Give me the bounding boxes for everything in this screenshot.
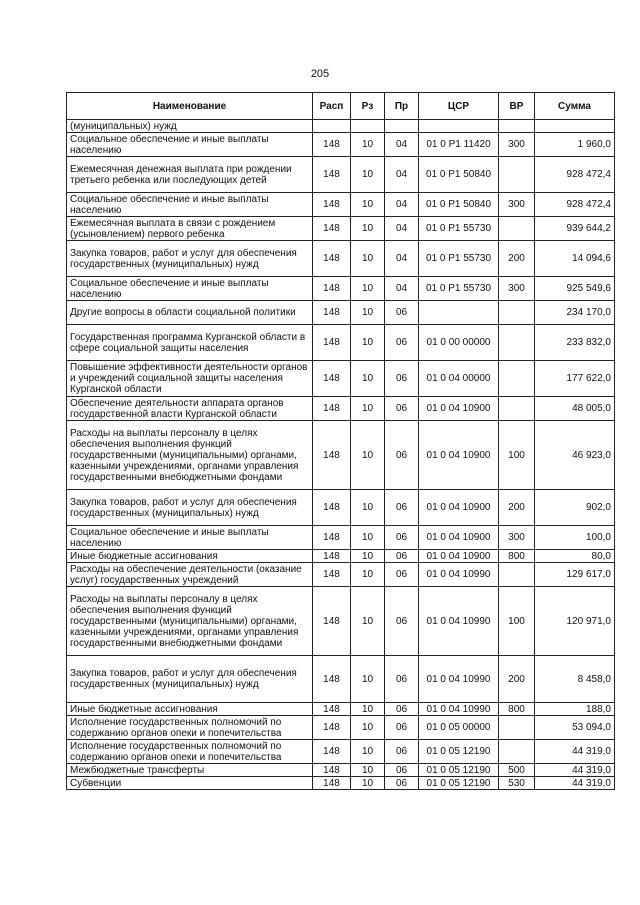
row-rasp: 148: [313, 703, 351, 716]
row-name: Субвенции: [67, 777, 313, 790]
row-vr: 800: [499, 703, 535, 716]
row-csr: [419, 301, 499, 325]
row-vr: [499, 716, 535, 740]
row-name: Иные бюджетные ассигнования: [67, 550, 313, 563]
row-name: Государственная программа Курганской области в сфере социальной защиты населения: [67, 325, 313, 361]
row-pr: 06: [385, 740, 419, 764]
row-pr: 04: [385, 277, 419, 301]
header-row: [67, 93, 615, 120]
row-csr: 01 0 05 12190: [419, 740, 499, 764]
row-pr: 06: [385, 397, 419, 421]
row-name: Закупка товаров, работ и услуг для обеспечения государственных (муниципальных) нужд: [67, 241, 313, 277]
row-pr: 06: [385, 563, 419, 587]
row-vr: 300: [499, 526, 535, 550]
row-vr: 500: [499, 764, 535, 777]
row-rz: 10: [351, 397, 385, 421]
table-row: [67, 716, 615, 740]
row-sum: 44 319,0: [535, 764, 615, 777]
row-pr: 06: [385, 703, 419, 716]
row-csr: 01 0 04 10990: [419, 587, 499, 656]
row-sum: 234 170,0: [535, 301, 615, 325]
row-rz: 10: [351, 563, 385, 587]
row-rasp: 148: [313, 217, 351, 241]
row-rz: 10: [351, 740, 385, 764]
row-csr: 01 0 P1 11420: [419, 133, 499, 157]
table-row: [67, 301, 615, 325]
row-rz: 10: [351, 716, 385, 740]
table-row: [67, 526, 615, 550]
row-rz: 10: [351, 550, 385, 563]
row-vr: [499, 120, 535, 133]
table-row: [67, 656, 615, 703]
row-name: Межбюджетные трансферты: [67, 764, 313, 777]
table-row: [67, 241, 615, 277]
row-pr: 06: [385, 764, 419, 777]
row-vr: [499, 563, 535, 587]
row-vr: [499, 325, 535, 361]
row-sum: 53 094,0: [535, 716, 615, 740]
row-pr: 06: [385, 490, 419, 526]
table-row: [67, 217, 615, 241]
row-rasp: 148: [313, 193, 351, 217]
row-pr: 04: [385, 193, 419, 217]
row-name: Иные бюджетные ассигнования: [67, 703, 313, 716]
row-name: Социальное обеспечение и иные выплаты населению: [67, 277, 313, 301]
row-name: Расходы на выплаты персоналу в целях обеспечения выполнения функций государственными (муниципальными) органами, казенными учреждениями, органами управления государственными внебюджетными фондами: [67, 587, 313, 656]
row-rasp: 148: [313, 301, 351, 325]
row-rasp: 148: [313, 157, 351, 193]
row-csr: 01 0 04 10900: [419, 421, 499, 490]
header-pr: Пр: [385, 93, 419, 120]
row-csr: 01 0 04 10900: [419, 397, 499, 421]
row-rz: 10: [351, 777, 385, 790]
row-rz: 10: [351, 157, 385, 193]
row-vr: [499, 397, 535, 421]
table-row: [67, 587, 615, 656]
row-rasp: 148: [313, 526, 351, 550]
row-rz: 10: [351, 361, 385, 397]
row-name: Ежемесячная денежная выплата при рождении третьего ребенка или последующих детей: [67, 157, 313, 193]
row-csr: 01 0 04 10900: [419, 550, 499, 563]
row-csr: [419, 120, 499, 133]
row-vr: 530: [499, 777, 535, 790]
row-pr: 06: [385, 301, 419, 325]
row-vr: 200: [499, 656, 535, 703]
row-name: Другие вопросы в области социальной политики: [67, 301, 313, 325]
row-rasp: 148: [313, 241, 351, 277]
row-rz: 10: [351, 217, 385, 241]
row-rz: 10: [351, 325, 385, 361]
row-rasp: 148: [313, 277, 351, 301]
row-rasp: 148: [313, 656, 351, 703]
row-sum: 928 472,4: [535, 157, 615, 193]
row-csr: 01 0 04 00000: [419, 361, 499, 397]
row-name: Социальное обеспечение и иные выплаты населению: [67, 193, 313, 217]
row-rz: 10: [351, 656, 385, 703]
row-name: Социальное обеспечение и иные выплаты населению: [67, 526, 313, 550]
table-row: [67, 361, 615, 397]
table-row: [67, 740, 615, 764]
row-rasp: 148: [313, 777, 351, 790]
row-rz: 10: [351, 193, 385, 217]
row-csr: 01 0 04 10900: [419, 526, 499, 550]
row-rasp: 148: [313, 716, 351, 740]
row-pr: 04: [385, 157, 419, 193]
row-vr: [499, 361, 535, 397]
row-vr: 300: [499, 277, 535, 301]
row-name: Закупка товаров, работ и услуг для обеспечения государственных (муниципальных) нужд: [67, 656, 313, 703]
row-csr: 01 0 04 10900: [419, 490, 499, 526]
row-rz: 10: [351, 526, 385, 550]
row-vr: 300: [499, 133, 535, 157]
row-rz: 10: [351, 301, 385, 325]
row-name: (муниципальных) нужд: [67, 120, 313, 133]
table-row: [67, 397, 615, 421]
row-sum: 902,0: [535, 490, 615, 526]
row-vr: [499, 740, 535, 764]
row-rasp: 148: [313, 490, 351, 526]
row-vr: 300: [499, 193, 535, 217]
row-name: Повышение эффективности деятельности органов и учреждений социальной защиты населения Курганской области: [67, 361, 313, 397]
row-rasp: 148: [313, 550, 351, 563]
row-pr: 06: [385, 361, 419, 397]
table-row: [67, 490, 615, 526]
row-sum: 188,0: [535, 703, 615, 716]
row-vr: 200: [499, 241, 535, 277]
header-rasp: Расп: [313, 93, 351, 120]
row-sum: 8 458,0: [535, 656, 615, 703]
row-rz: 10: [351, 241, 385, 277]
row-sum: 1 960,0: [535, 133, 615, 157]
row-rasp: 148: [313, 563, 351, 587]
header-rz: Рз: [351, 93, 385, 120]
row-pr: 06: [385, 777, 419, 790]
row-rz: 10: [351, 133, 385, 157]
table-row: [67, 777, 615, 790]
row-csr: 01 0 05 12190: [419, 777, 499, 790]
row-pr: 04: [385, 241, 419, 277]
row-name: Социальное обеспечение и иные выплаты населению: [67, 133, 313, 157]
row-sum: 80,0: [535, 550, 615, 563]
row-vr: 100: [499, 421, 535, 490]
table-row: [67, 277, 615, 301]
row-sum: 177 622,0: [535, 361, 615, 397]
row-csr: 01 0 05 00000: [419, 716, 499, 740]
row-name: Расходы на обеспечение деятельности (оказание услуг) государственных учреждений: [67, 563, 313, 587]
row-vr: [499, 217, 535, 241]
row-pr: 06: [385, 526, 419, 550]
row-pr: 04: [385, 133, 419, 157]
table-row: [67, 157, 615, 193]
row-pr: 06: [385, 325, 419, 361]
row-rasp: 148: [313, 764, 351, 777]
row-pr: 06: [385, 421, 419, 490]
header-csr: ЦСР: [419, 93, 499, 120]
row-rasp: 148: [313, 325, 351, 361]
row-rasp: 148: [313, 421, 351, 490]
row-csr: 01 0 P1 50840: [419, 193, 499, 217]
row-name: Расходы на выплаты персоналу в целях обеспечения выполнения функций государственными (муниципальными) органами, казенными учреждениями, органами управления государственными внебюджетными фондами: [67, 421, 313, 490]
row-pr: 06: [385, 550, 419, 563]
row-sum: [535, 120, 615, 133]
row-csr: 01 0 P1 55730: [419, 241, 499, 277]
row-name: Закупка товаров, работ и услуг для обеспечения государственных (муниципальных) нужд: [67, 490, 313, 526]
row-rasp: 148: [313, 740, 351, 764]
table-row: [67, 193, 615, 217]
row-name: Обеспечение деятельности аппарата органов государственной власти Курганской области: [67, 397, 313, 421]
row-sum: 44 319,0: [535, 777, 615, 790]
row-csr: 01 0 P1 50840: [419, 157, 499, 193]
row-vr: 200: [499, 490, 535, 526]
row-pr: 06: [385, 716, 419, 740]
row-sum: 44 319,0: [535, 740, 615, 764]
row-rz: [351, 120, 385, 133]
table-row: [67, 563, 615, 587]
row-name: Исполнение государственных полномочий по содержанию органов опеки и попечительства: [67, 716, 313, 740]
table-row: [67, 325, 615, 361]
row-rz: 10: [351, 764, 385, 777]
row-sum: 46 923,0: [535, 421, 615, 490]
table-row: [67, 120, 615, 133]
header-vr: ВР: [499, 93, 535, 120]
row-csr: 01 0 P1 55730: [419, 217, 499, 241]
row-rasp: 148: [313, 361, 351, 397]
row-pr: 04: [385, 217, 419, 241]
table-row: [67, 550, 615, 563]
header-name: Наименование: [67, 93, 313, 120]
page-number: 205: [310, 68, 330, 80]
row-sum: 129 617,0: [535, 563, 615, 587]
row-name: Ежемесячная выплата в связи с рождением (усыновлением) первого ребенка: [67, 217, 313, 241]
row-sum: 939 644,2: [535, 217, 615, 241]
row-sum: 120 971,0: [535, 587, 615, 656]
row-rz: 10: [351, 587, 385, 656]
row-pr: 06: [385, 587, 419, 656]
table-row: [67, 133, 615, 157]
row-sum: 100,0: [535, 526, 615, 550]
row-sum: 48 005,0: [535, 397, 615, 421]
row-rasp: 148: [313, 133, 351, 157]
row-vr: [499, 157, 535, 193]
row-csr: 01 0 04 10990: [419, 656, 499, 703]
table-row: [67, 703, 615, 716]
row-sum: 233 832,0: [535, 325, 615, 361]
table-row: [67, 421, 615, 490]
row-vr: 800: [499, 550, 535, 563]
row-rasp: 148: [313, 397, 351, 421]
row-sum: 14 094,6: [535, 241, 615, 277]
row-rasp: [313, 120, 351, 133]
row-vr: 100: [499, 587, 535, 656]
row-rz: 10: [351, 421, 385, 490]
budget-table: [66, 92, 615, 790]
row-pr: [385, 120, 419, 133]
row-rz: 10: [351, 703, 385, 716]
row-rasp: 148: [313, 587, 351, 656]
row-pr: 06: [385, 656, 419, 703]
row-sum: 925 549,6: [535, 277, 615, 301]
row-rz: 10: [351, 277, 385, 301]
row-sum: 928 472,4: [535, 193, 615, 217]
row-rz: 10: [351, 490, 385, 526]
table-row: [67, 764, 615, 777]
row-csr: 01 0 P1 55730: [419, 277, 499, 301]
row-csr: 01 0 04 10990: [419, 703, 499, 716]
row-name: Исполнение государственных полномочий по содержанию органов опеки и попечительства: [67, 740, 313, 764]
header-sum: Сумма: [535, 93, 615, 120]
row-csr: 01 0 05 12190: [419, 764, 499, 777]
row-csr: 01 0 00 00000: [419, 325, 499, 361]
row-vr: [499, 301, 535, 325]
row-csr: 01 0 04 10990: [419, 563, 499, 587]
